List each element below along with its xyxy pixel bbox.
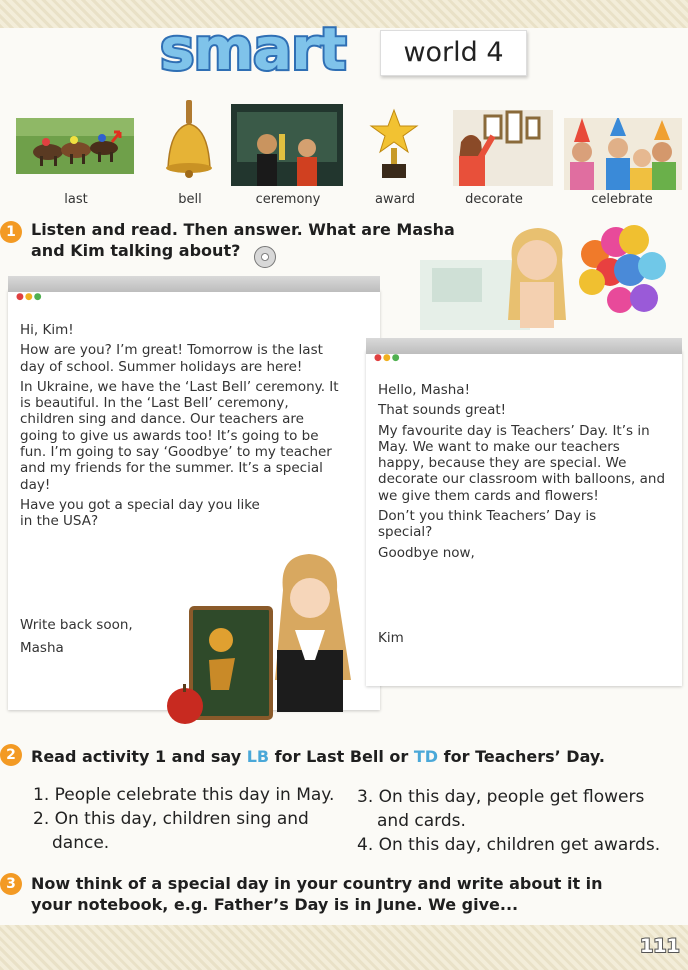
activity-2-item-3-cont: and cards. (377, 811, 466, 831)
kim-signature: Kim (378, 630, 404, 646)
vocab-label-ceremony: ceremony (255, 192, 321, 207)
world-4-label: world 4 (380, 30, 527, 76)
activity-2-item-4: 4. On this day, children get awards. (357, 835, 661, 855)
activity-1-heading-line2: and Kim talking about? (31, 241, 241, 260)
masha-greeting: Hi, Kim! (20, 322, 74, 338)
kim-greeting: Hello, Masha! (378, 382, 470, 398)
masha-paragraph-1: How are you? I’m great! Tomorrow is the last day of school. Summer holidays are here! (20, 342, 323, 375)
kim-window-bar (366, 338, 682, 354)
bottom-band (0, 925, 688, 970)
activity-1-heading-line1: Listen and read. Then answer. What are Masha (31, 220, 455, 239)
horse-race-icon (16, 118, 134, 174)
vocab-label-award: award (375, 192, 415, 207)
kim-closing: Goodbye now, (378, 544, 475, 561)
vocab-label-last: last (64, 192, 88, 207)
activity-2-heading-post: for Teachers’ Day. (438, 747, 605, 766)
vocab-label-decorate: decorate (465, 192, 523, 207)
activity-3-line-1: Now think of a special day in your country and write about it in (31, 874, 603, 893)
masha-window-dots: ●●● (16, 292, 43, 302)
td-abbreviation: TD (413, 747, 439, 766)
masha-closing: Write back soon, (20, 617, 133, 633)
activity-3-line-2: your notebook, e.g. Father’s Day is in June. We give... (31, 895, 519, 914)
kim-paragraph-2: My favourite day is Teachers’ Day. It’s in May. We want to make our teachers happy, because they are special. We decorate our classroom with balloons, and we give them cards and flowers! (378, 422, 666, 504)
activity-3-heading (31, 873, 671, 915)
smart-logo: smart (160, 15, 346, 83)
activity-2-number: 2 (0, 744, 22, 766)
page-number: 111 (640, 935, 680, 957)
vocab-label-celebrate: celebrate (591, 192, 653, 207)
activity-2-item-2-cont: dance. (52, 833, 110, 853)
activity-3-number: 3 (0, 873, 22, 895)
lb-abbreviation: LB (246, 747, 270, 766)
bell-icon (160, 98, 218, 180)
activity-2-item-2: 2. On this day, children sing and (33, 809, 309, 829)
masha-paragraph-3: Have you got a special day you like in the USA? (20, 496, 260, 530)
kim-photo (420, 220, 688, 340)
activity-2-heading (31, 746, 671, 767)
activity-2-item-3: 3. On this day, people get flowers (357, 787, 645, 807)
masha-window-bar (8, 276, 380, 292)
kim-paragraph-1: That sounds great! (378, 402, 507, 419)
activity-1-number: 1 (0, 221, 22, 243)
activity-2-item-1: 1. People celebrate this day in May. (33, 785, 335, 805)
kim-paragraph-3: Don’t you think Teachers’ Day is special? (378, 508, 597, 541)
trophy-icon (368, 108, 420, 182)
party-icon (564, 118, 682, 190)
masha-paragraph-2: In Ukraine, we have the ‘Last Bell’ ceremony. It is beautiful. In the ‘Last Bell’ ceremony, children sing and dance. Our teachers are going to give us awards too! It’s going to be fun. I’m going to say ‘Goodbye’ to my teacher and my friends for the summer. It’s a special day! (20, 378, 339, 493)
decorate-icon (453, 110, 553, 186)
masha-letter (20, 322, 345, 534)
vocab-label-bell: bell (178, 192, 202, 207)
kim-letter (378, 382, 668, 565)
activity-1-heading (31, 219, 471, 261)
kim-window-dots: ●●● (374, 353, 401, 363)
activity-2-heading-pre: Read activity 1 and say (31, 747, 247, 766)
audio-cd-icon[interactable] (254, 246, 276, 268)
masha-signature: Masha (20, 640, 64, 656)
activity-2-heading-mid: for Last Bell or (269, 747, 414, 766)
ceremony-icon (231, 104, 343, 186)
masha-photo (165, 550, 365, 730)
